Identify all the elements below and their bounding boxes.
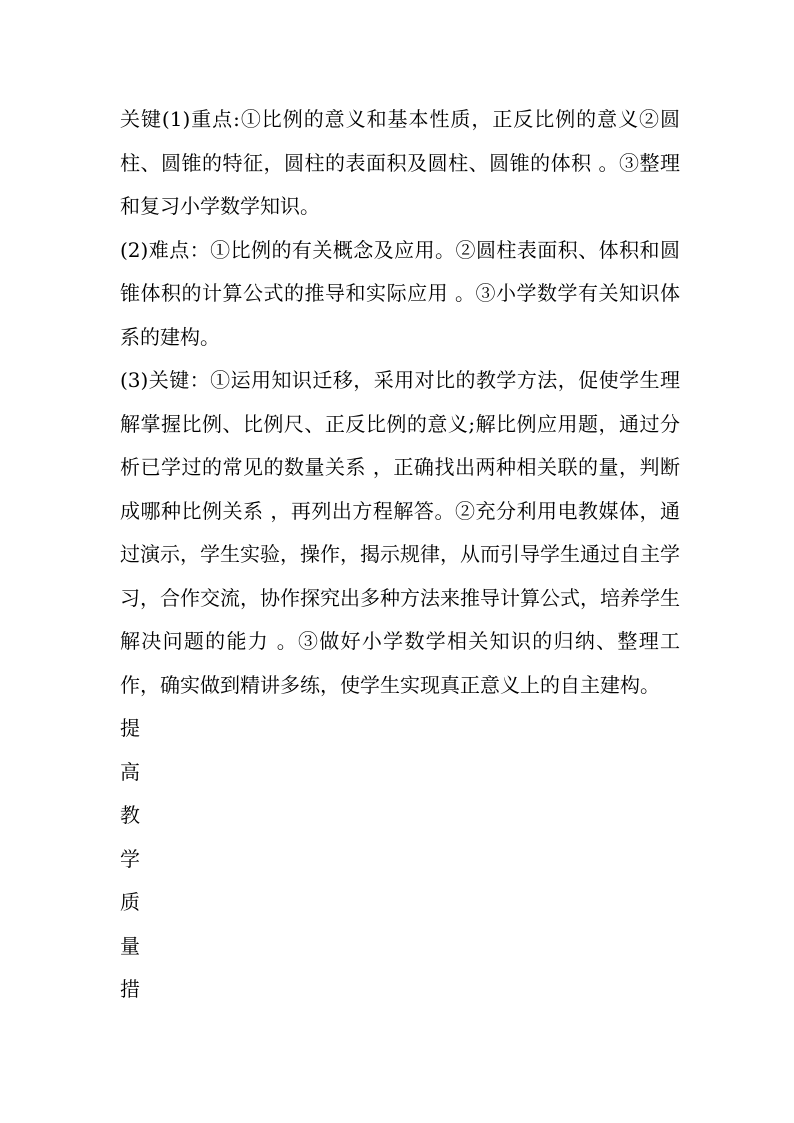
heading-char: 教 (120, 803, 140, 827)
heading-char: 质 (120, 890, 140, 914)
paragraph-difficulties: (2)难点：①比例的有关概念及应用。②圆柱表面积、体积和圆锥体积的计算公式的推导和实际应用 。③小学数学有关知识体系的建构。 (120, 237, 680, 349)
paragraph-key-points: 关键(1)重点:①比例的意义和基本性质，正反比例的意义②圆柱、圆锥的特征，圆柱的表面积及圆柱、圆锥的体积 。③整理和复习小学数学知识。 (120, 107, 680, 218)
vertical-heading (120, 707, 680, 1012)
heading-char: 措 (120, 977, 140, 1001)
heading-char: 量 (120, 933, 140, 958)
heading-char: 高 (120, 759, 140, 784)
heading-char: 学 (120, 846, 140, 871)
paragraph-key-methods: (3)关键：①运用知识迁移，采用对比的教学方法，促使学生理解掌握比例、比例尺、正反比例的意义;解比例应用题，通过分析已学过的常见的数量关系 ，正确找出两种相关联的量，判断成哪种比例关系 ，再列出方程解答。②充分利用电教媒体，通过演示，学生实验，操作，揭示规律，从而引导学生通过自主学习，合作交流，协作探究出多种方法来推导计算公式，培养学生解决问题的能力 。③做好小学数学相关知识的归纳、整理工作，确实做到精讲多练，使学生实现真正意义上的自主建构。 (120, 368, 680, 697)
heading-char: 提 (120, 716, 140, 740)
document-body (120, 98, 680, 1012)
